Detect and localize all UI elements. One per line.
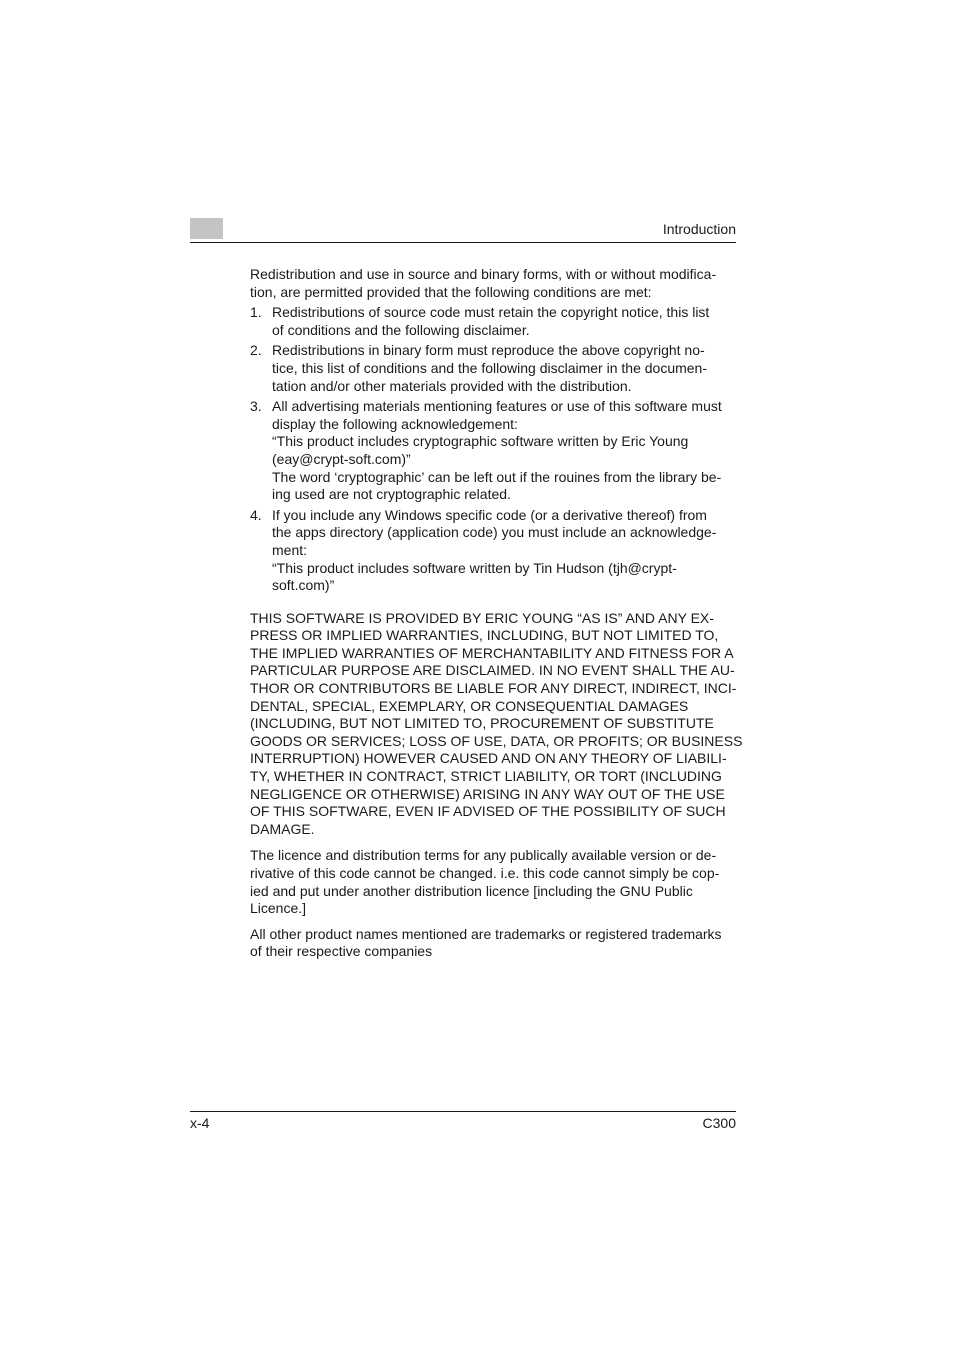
- text-line: Redistributions of source code must retain the copyright notice, this list: [272, 304, 710, 321]
- text-line: PRESS OR IMPLIED WARRANTIES, INCLUDING, BUT NOT LIMITED TO,: [250, 627, 719, 644]
- text-line: OF THIS SOFTWARE, EVEN IF ADVISED OF THE POSSIBILITY OF SUCH: [250, 803, 726, 820]
- trademarks-paragraph: [250, 926, 738, 961]
- text-line: ment:: [272, 541, 308, 558]
- text-line: “This product includes cryptographic software written by Eric Young: [272, 433, 689, 450]
- text-line: tice, this list of conditions and the following disclaimer in the documen-: [272, 359, 707, 376]
- text-line: Redistributions in binary form must reproduce the above copyright no-: [272, 342, 705, 359]
- text-line: (INCLUDING, BUT NOT LIMITED TO, PROCUREMENT OF SUBSTITUTE: [250, 715, 714, 732]
- running-header-title: Introduction: [662, 221, 736, 237]
- text-line: Licence.]: [250, 900, 307, 917]
- text-line: THOR OR CONTRIBUTORS BE LIABLE FOR ANY DIRECT, INDIRECT, INCI-: [250, 680, 737, 697]
- warranty-disclaimer: [250, 609, 743, 839]
- licence-terms-paragraph: [250, 847, 738, 917]
- text-line: of conditions and the following disclaimer.: [272, 321, 530, 338]
- text-line: ing used are not cryptographic related.: [272, 486, 511, 503]
- text-line: DAMAGE.: [250, 820, 315, 837]
- text-line: tion, are permitted provided that the following conditions are met:: [250, 283, 652, 300]
- condition-item: [250, 507, 738, 595]
- text-line: the apps directory (application code) you must include an acknowledge-: [272, 524, 717, 541]
- text-line: display the following acknowledgement:: [272, 415, 518, 432]
- text-line: The word ‘cryptographic’ can be left out if the rouines from the library be-: [272, 468, 722, 485]
- text-line: TY, WHETHER IN CONTRACT, STRICT LIABILITY, OR TORT (INCLUDING: [250, 768, 722, 785]
- condition-item: [250, 398, 738, 504]
- text-line: (eay@crypt-soft.com)”: [272, 450, 411, 467]
- intro-paragraph: [250, 266, 738, 301]
- text-line: Redistribution and use in source and binary forms, with or without modifica-: [250, 266, 717, 282]
- text-line: All other product names mentioned are trademarks or registered trademarks: [250, 925, 722, 942]
- condition-item: [250, 304, 738, 339]
- page-number: x-4: [190, 1115, 210, 1131]
- text-line: of their respective companies: [250, 943, 433, 960]
- condition-number: 2.: [250, 342, 262, 359]
- text-line: NEGLIGENCE OR OTHERWISE) ARISING IN ANY WAY OUT OF THE USE: [250, 785, 725, 802]
- text-line: The licence and distribution terms for any publically available version or de-: [250, 847, 717, 864]
- model-name: C300: [702, 1115, 736, 1131]
- text-line: THE IMPLIED WARRANTIES OF MERCHANTABILITY AND FITNESS FOR A: [250, 644, 734, 661]
- conditions-list: [250, 304, 738, 595]
- condition-item: [250, 342, 738, 395]
- text-line: GOODS OR SERVICES; LOSS OF USE, DATA, OR PROFITS; OR BUSINESS: [250, 732, 743, 749]
- text-line: rivative of this code cannot be changed. i.e. this code cannot simply be cop-: [250, 865, 720, 881]
- text-line: INTERRUPTION) HOWEVER CAUSED AND ON ANY THEORY OF LIABILI-: [250, 750, 727, 767]
- condition-number: 3.: [250, 398, 262, 415]
- text-line: ied and put under another distribution licence [including the GNU Public: [250, 882, 693, 899]
- footer-rule: [190, 1111, 736, 1112]
- text-line: soft.com)”: [272, 577, 335, 594]
- text-line: “This product includes software written by Tin Hudson (tjh@crypt-: [272, 559, 677, 576]
- text-line: DENTAL, SPECIAL, EXEMPLARY, OR CONSEQUENTIAL DAMAGES: [250, 697, 689, 714]
- text-line: PARTICULAR PURPOSE ARE DISCLAIMED. IN NO EVENT SHALL THE AU-: [250, 662, 735, 679]
- condition-number: 4.: [250, 506, 262, 523]
- text-line: All advertising materials mentioning features or use of this software must: [272, 398, 722, 415]
- condition-number: 1.: [250, 304, 262, 321]
- text-line: THIS SOFTWARE IS PROVIDED BY ERIC YOUNG “AS IS” AND ANY EX-: [250, 609, 714, 626]
- text-line: If you include any Windows specific code (or a derivative thereof) from: [272, 506, 707, 523]
- text-line: tation and/or other materials provided with the distribution.: [272, 377, 632, 394]
- license-text-body: [250, 266, 743, 961]
- header-section-marker: [190, 218, 223, 239]
- header-rule: [190, 242, 736, 243]
